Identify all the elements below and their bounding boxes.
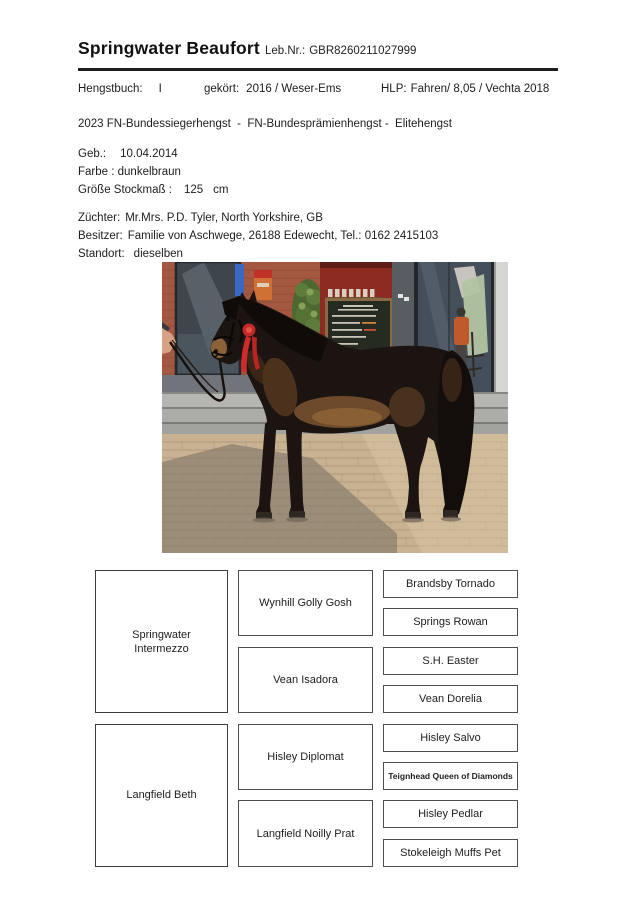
pedigree-name: Vean Dorelia bbox=[419, 693, 482, 706]
pedigree-table bbox=[95, 570, 518, 867]
color-label-value: Farbe : dunkelbraun bbox=[78, 166, 181, 178]
title-row bbox=[78, 38, 558, 59]
pedigree-box bbox=[383, 570, 518, 598]
pedigree-name: Brandsby Tornado bbox=[405, 578, 496, 590]
pedigree-box bbox=[383, 839, 518, 867]
owner-label: Besitzer: bbox=[78, 230, 123, 242]
pedigree-box bbox=[383, 608, 518, 636]
studbook-label: Hengstbuch: bbox=[78, 83, 143, 95]
pedigree-name: Wynhill Golly Gosh bbox=[259, 597, 352, 610]
pedigree-name: Langfield Beth bbox=[126, 789, 197, 802]
pedigree-box-sire bbox=[95, 570, 228, 713]
born-label: Geb.: bbox=[78, 148, 107, 160]
location-value: dieselben bbox=[133, 248, 183, 260]
height-unit: cm bbox=[213, 184, 229, 196]
pedigree-name: Hisley Pedlar bbox=[418, 808, 483, 821]
stallion-photo bbox=[162, 262, 508, 553]
height-value: 125 bbox=[183, 184, 204, 196]
licensing-value: 2016 / Weser-Ems bbox=[246, 83, 342, 95]
owner-row bbox=[78, 227, 558, 245]
pedigree-box bbox=[238, 724, 373, 790]
licensing-cell bbox=[204, 83, 381, 95]
color-row bbox=[78, 163, 558, 181]
breeder-value: Mr.Mrs. P.D. Tyler, North Yorkshire, GB bbox=[125, 212, 323, 224]
hlp-cell bbox=[381, 83, 558, 95]
pedigree-box bbox=[383, 647, 518, 675]
pedigree-box bbox=[383, 762, 518, 790]
pedigree-name: Stokeleigh Muffs Pet bbox=[400, 846, 501, 859]
hlp-label: HLP: bbox=[381, 83, 407, 95]
born-row bbox=[78, 145, 558, 163]
breeder-row bbox=[78, 209, 558, 227]
height-row bbox=[78, 181, 558, 199]
pedigree-name: Langfield Noilly Prat bbox=[256, 827, 355, 840]
licensing-label: gekört: bbox=[204, 83, 240, 95]
pedigree-name: Teignhead Queen of Diamonds bbox=[388, 770, 513, 781]
pedigree-name: Springwater Intermezzo bbox=[132, 628, 191, 655]
page-title: Springwater Beaufort bbox=[78, 38, 260, 58]
pedigree-box bbox=[238, 647, 373, 713]
life-number-label: Leb.Nr.: bbox=[264, 45, 306, 57]
pedigree-box bbox=[238, 570, 373, 636]
breeder-label: Züchter: bbox=[78, 212, 121, 224]
height-label: Größe Stockmaß : bbox=[78, 184, 172, 196]
studbook-row bbox=[78, 83, 558, 95]
pedigree-box bbox=[383, 685, 518, 713]
pedigree-name: Hisley Diplomat bbox=[267, 750, 344, 763]
life-number-value: GBR8260211027999 bbox=[309, 45, 417, 57]
hlp-value: Fahren/ 8,05 / Vechta 2018 bbox=[410, 83, 550, 95]
pedigree-name: Springs Rowan bbox=[413, 616, 488, 629]
location-label: Standort: bbox=[78, 248, 125, 260]
pedigree-box bbox=[383, 800, 518, 828]
header-content bbox=[78, 38, 558, 263]
studbook-value: I bbox=[158, 83, 162, 95]
honors-line: 2023 FN-Bundessiegerhengst - FN-Bundesprämienhengst - Elitehengst bbox=[78, 118, 452, 130]
pedigree-name: Hisley Salvo bbox=[420, 731, 481, 744]
location-row bbox=[78, 245, 558, 263]
pedigree-name: S.H. Easter bbox=[422, 654, 479, 667]
born-value: 10.04.2014 bbox=[120, 148, 178, 160]
pedigree-name: Vean Isadora bbox=[273, 673, 338, 686]
studbook-cell bbox=[78, 83, 204, 95]
owner-value: Familie von Aschwege, 26188 Edewecht, Tel.: 0162 2415103 bbox=[127, 230, 439, 242]
pedigree-box-dam bbox=[95, 724, 228, 867]
title-divider bbox=[78, 68, 558, 71]
details-block bbox=[78, 145, 558, 199]
pedigree-box bbox=[383, 724, 518, 752]
pedigree-box bbox=[238, 800, 373, 866]
ownership-block bbox=[78, 209, 558, 263]
